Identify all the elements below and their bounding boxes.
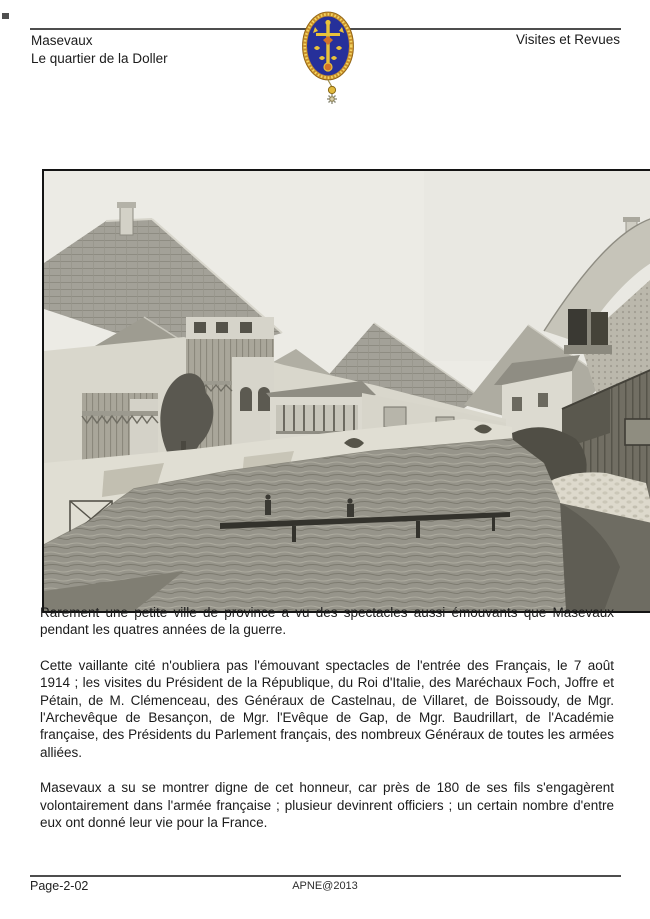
credit-label: APNE@2013 (292, 880, 358, 892)
page-subtitle: Le quartier de la Doller (31, 50, 168, 66)
page-title: Masevaux (31, 33, 93, 48)
photo-scene (44, 171, 650, 611)
paragraph-3: Masevaux a su se montrer digne de cet honneur, car près de 180 de ses fils s'engagèrent volontairement dans l'armée française ; plusieur devinrent officiers ; un certain nombre d'entre eux ont donné leur vie pour la France. (40, 780, 614, 831)
header-left (31, 32, 168, 67)
paragraph-2: Cette vaillante cité n'oubliera pas l'émouvant spectacles de l'entrée des Français, le 7 août 1914 ; les visites du Président de la République, du Roi d'Italie, des Maréchaux Foch, Joffre et Pétain, de M. Clémenceau, des Généraux de Castelnau, de Villaret, de Boissoudy, de Mgr. l'Archevêque de Besançon, de Mgr. l'Evêque de Gap, de Mgr. Baudrillart, de l'Académie française, des Présidents du Parlement français, des nombreux Généraux de toutes les armées alliées. (40, 657, 614, 760)
body-text (40, 604, 614, 849)
paragraph-1: Rarement une petite ville de province a vu des spectacles aussi émouvants que Masevaux pendant les quatres années de la guerre. (40, 605, 614, 638)
heraldic-crest-icon (301, 10, 357, 108)
page-number: Page-2-02 (30, 879, 89, 893)
header-section-label: Visites et Revues (515, 32, 620, 47)
historical-photo (42, 169, 650, 613)
footer-rule (30, 875, 621, 877)
scan-artifact-mark (2, 13, 9, 19)
